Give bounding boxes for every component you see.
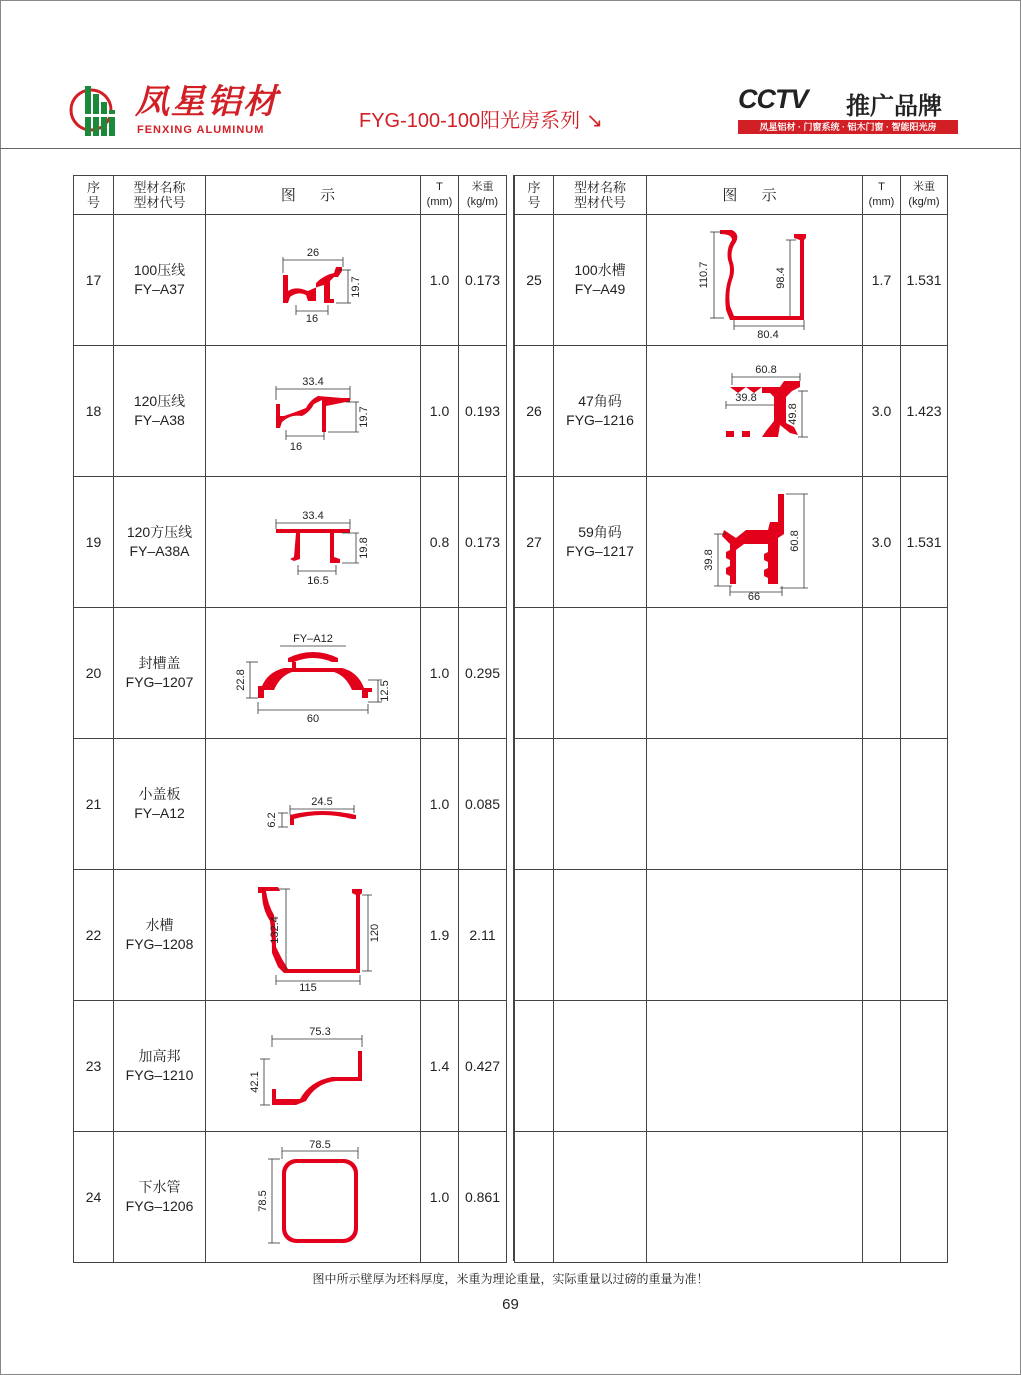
- row-code: FY–A37: [134, 281, 185, 297]
- profile-drawing-fy-a37: [238, 225, 388, 335]
- table-row: [74, 477, 507, 608]
- row-thickness: 1.0: [421, 215, 459, 346]
- empty-cell: [863, 1132, 901, 1263]
- col-seq-label: 序号: [527, 180, 541, 210]
- row-name-cell: [114, 346, 206, 477]
- row-weight: 0.085: [459, 739, 507, 870]
- empty-cell: [901, 870, 948, 1001]
- table-row: [515, 346, 948, 477]
- table-header-row: [74, 176, 507, 215]
- col-weight-header: [459, 176, 507, 215]
- row-name: 100压线: [133, 262, 186, 278]
- table-gutter: [506, 175, 514, 1261]
- empty-cell: [863, 1001, 901, 1132]
- row-name-cell: [554, 346, 647, 477]
- dim-label-part: FY–A12: [293, 633, 333, 645]
- row-name: 水槽: [145, 917, 174, 933]
- profile-drawing-fy-a12: [238, 749, 388, 859]
- profile-drawing-fyg-1207: [218, 618, 408, 728]
- table-row-empty: [515, 870, 948, 1001]
- profile-drawing-fyg-1210: [228, 1011, 398, 1121]
- empty-cell: [554, 1001, 647, 1132]
- footnote: 图中所示壁厚为坯料厚度，米重为理论重量，实际重量以过磅的重量为准！: [312, 1272, 709, 1286]
- dim-height: 78.5: [257, 1190, 269, 1212]
- dim-bottom: 115: [299, 982, 317, 994]
- brand-bar: 凤星铝材 · 门窗系统 · 铝木门窗 · 智能阳光房: [738, 120, 958, 134]
- dim-width: 33.4: [302, 376, 324, 388]
- row-thickness: 0.8: [421, 477, 459, 608]
- arrow-down-right-icon: ↘: [586, 110, 603, 132]
- row-weight: 1.531: [901, 477, 948, 608]
- dim-bottom: 66: [747, 591, 760, 602]
- col-t-label: T: [878, 181, 885, 193]
- profile-table-right: [514, 175, 948, 1263]
- row-thickness: 1.7: [863, 215, 901, 346]
- empty-cell: [554, 1132, 647, 1263]
- dim-height: 19.7: [358, 406, 370, 428]
- col-seq-header: [74, 176, 114, 215]
- company-name-en: FENXING ALUMINUM: [137, 124, 265, 136]
- table-row: [74, 1001, 507, 1132]
- table-row: [515, 215, 948, 346]
- row-no: 19: [74, 477, 114, 608]
- col-t-header: [421, 176, 459, 215]
- profile-drawing-fyg-1217: [670, 482, 840, 602]
- table-header-row: [515, 176, 948, 215]
- series-title-text: FYG-100-100阳光房系列: [359, 110, 581, 132]
- brand-promo-text: 推广品牌: [846, 93, 942, 120]
- row-weight: 0.193: [459, 346, 507, 477]
- row-code: FYG–1217: [566, 543, 634, 559]
- row-no: 24: [74, 1132, 114, 1263]
- row-name: 120方压线: [126, 524, 193, 540]
- table-row: [74, 215, 507, 346]
- profile-drawing-fyg-1216: [670, 351, 840, 471]
- row-code: FY–A38A: [129, 543, 190, 559]
- row-code: FYG–1207: [125, 674, 194, 690]
- row-thickness: 1.0: [421, 739, 459, 870]
- empty-cell: [863, 870, 901, 1001]
- col-code-label: 型材代号: [133, 195, 186, 210]
- row-no: 18: [74, 346, 114, 477]
- col-figure-label: 图 示: [722, 186, 787, 204]
- col-t-label: T: [436, 181, 443, 193]
- empty-cell: [647, 1132, 863, 1263]
- row-code: FY–A12: [134, 805, 185, 821]
- row-code: FYG–1206: [125, 1198, 194, 1214]
- empty-cell: [901, 739, 948, 870]
- page-number: 69: [502, 1296, 519, 1313]
- profile-drawing-cell: [206, 1001, 421, 1132]
- row-no: 20: [74, 608, 114, 739]
- profile-drawing-fyg-1206: [228, 1137, 398, 1257]
- header-divider: [0, 148, 1021, 149]
- row-thickness: 1.9: [421, 870, 459, 1001]
- dim-height: 22.8: [235, 669, 247, 691]
- dim-left-height: 110.7: [697, 261, 710, 289]
- profile-drawing-cell: [206, 1132, 421, 1263]
- dim-height: 19.8: [358, 537, 370, 559]
- dim-left-height: 39.8: [702, 549, 715, 571]
- table-row-empty: [515, 1132, 948, 1263]
- profile-drawing-cell: [206, 215, 421, 346]
- table-row-empty: [515, 1001, 948, 1132]
- row-name: 下水管: [138, 1179, 181, 1195]
- row-weight: 1.423: [901, 346, 948, 477]
- profile-table-left: [73, 175, 507, 1263]
- empty-cell: [554, 608, 647, 739]
- col-figure-label: 图 示: [280, 186, 346, 204]
- col-t-unit: (mm): [426, 196, 453, 208]
- table-row: [515, 477, 948, 608]
- empty-cell: [554, 739, 647, 870]
- profile-drawing-fy-a49: [670, 220, 840, 340]
- row-no: 23: [74, 1001, 114, 1132]
- row-weight: 0.173: [459, 477, 507, 608]
- row-name: 100水槽: [574, 262, 626, 278]
- row-name: 小盖板: [138, 786, 181, 802]
- row-weight: 0.861: [459, 1132, 507, 1263]
- profile-drawing-cell: [206, 608, 421, 739]
- row-code: FYG–1216: [566, 412, 634, 428]
- row-code: FYG–1208: [125, 936, 194, 952]
- row-name-cell: [114, 1001, 206, 1132]
- table-row-empty: [515, 739, 948, 870]
- empty-cell: [901, 608, 948, 739]
- row-thickness: 3.0: [863, 477, 901, 608]
- col-t-unit: (mm): [868, 196, 895, 208]
- row-weight: 0.427: [459, 1001, 507, 1132]
- table-row: [74, 739, 507, 870]
- profile-drawing-cell: [647, 477, 863, 608]
- profile-drawing-cell: [206, 739, 421, 870]
- dim-width: 26: [306, 247, 320, 259]
- row-name-cell: [114, 739, 206, 870]
- col-weight-header: [901, 176, 948, 215]
- col-figure-header: [206, 176, 421, 215]
- profile-drawing-cell: [206, 870, 421, 1001]
- row-name: 封槽盖: [138, 655, 181, 671]
- dim-width: 75.3: [309, 1026, 331, 1038]
- dim-right-height: 120: [369, 923, 381, 943]
- row-weight: 1.531: [901, 215, 948, 346]
- row-thickness: 1.0: [421, 346, 459, 477]
- row-no: 27: [515, 477, 554, 608]
- col-name-header: [554, 176, 647, 215]
- col-weight-label: 米重: [471, 181, 494, 193]
- dim-width: 60.8: [754, 364, 777, 376]
- dim-height: 49.8: [786, 403, 799, 425]
- row-name: 加高邦: [138, 1048, 181, 1064]
- profile-drawing-cell: [647, 215, 863, 346]
- dim-right-height: 98.4: [774, 267, 787, 289]
- empty-cell: [515, 870, 554, 1001]
- cctv-brand-badge: [738, 84, 958, 136]
- row-code: FY–A38: [134, 412, 185, 428]
- empty-cell: [863, 608, 901, 739]
- empty-cell: [554, 870, 647, 1001]
- dim-height: 42.1: [249, 1071, 261, 1093]
- table-row: [74, 346, 507, 477]
- row-no: 17: [74, 215, 114, 346]
- row-thickness: 1.0: [421, 1132, 459, 1263]
- table-row: [74, 608, 507, 739]
- row-no: 21: [74, 739, 114, 870]
- table-row: [74, 870, 507, 1001]
- col-seq-label: 序号: [86, 180, 100, 210]
- dim-inner-width: 39.8: [734, 392, 757, 404]
- col-seq-header: [515, 176, 554, 215]
- dim-bottom: 16: [305, 313, 319, 325]
- empty-cell: [901, 1132, 948, 1263]
- dim-width: 78.5: [309, 1139, 331, 1151]
- dim-height: 19.7: [350, 276, 362, 298]
- empty-cell: [515, 739, 554, 870]
- row-name: 59角码: [578, 524, 622, 540]
- row-no: 26: [515, 346, 554, 477]
- dim-bottom: 16: [289, 441, 303, 453]
- dim-bottom: 16.5: [307, 575, 329, 587]
- row-thickness: 3.0: [863, 346, 901, 477]
- row-name-cell: [554, 215, 647, 346]
- company-logo-mark-icon: [67, 80, 127, 138]
- dim-width: 33.4: [302, 510, 324, 522]
- row-weight: 2.11: [459, 870, 507, 1001]
- row-name-cell: [114, 870, 206, 1001]
- empty-cell: [647, 608, 863, 739]
- row-no: 22: [74, 870, 114, 1001]
- row-name-cell: [554, 477, 647, 608]
- dim-bottom: 60: [306, 713, 320, 725]
- col-name-label: 型材名称: [573, 180, 626, 195]
- row-no: 25: [515, 215, 554, 346]
- profile-drawing-fyg-1208: [228, 875, 398, 995]
- col-t-header: [863, 176, 901, 215]
- empty-cell: [647, 739, 863, 870]
- table-row-empty: [515, 608, 948, 739]
- cctv-logo: CCTV: [738, 84, 808, 114]
- row-name-cell: [114, 477, 206, 608]
- dim-bottom: 80.4: [756, 329, 779, 340]
- empty-cell: [647, 870, 863, 1001]
- profile-drawing-fy-a38: [238, 356, 388, 466]
- row-name-cell: [114, 608, 206, 739]
- profile-drawing-cell: [206, 346, 421, 477]
- empty-cell: [515, 1001, 554, 1132]
- series-title: [359, 104, 603, 133]
- row-thickness: 1.0: [421, 608, 459, 739]
- empty-cell: [515, 608, 554, 739]
- col-figure-header: [647, 176, 863, 215]
- row-name: 120压线: [133, 393, 186, 409]
- col-weight-unit: (kg/m): [466, 196, 499, 208]
- row-code: FYG–1210: [125, 1067, 194, 1083]
- dim-side: 12.5: [379, 680, 391, 702]
- profile-drawing-fy-a38a: [238, 487, 388, 597]
- profile-drawing-cell: [647, 346, 863, 477]
- col-weight-label: 米重: [913, 181, 935, 193]
- table-row: [74, 1132, 507, 1263]
- row-name: 47角码: [578, 393, 622, 409]
- dim-left-height: 132.4: [269, 916, 281, 944]
- row-code: FY–A49: [574, 281, 626, 297]
- col-name-label: 型材名称: [133, 180, 186, 195]
- empty-cell: [515, 1132, 554, 1263]
- empty-cell: [863, 739, 901, 870]
- row-weight: 0.295: [459, 608, 507, 739]
- dim-height: 6.2: [266, 812, 278, 828]
- empty-cell: [647, 1001, 863, 1132]
- empty-cell: [901, 1001, 948, 1132]
- col-name-header: [114, 176, 206, 215]
- col-code-label: 型材代号: [573, 195, 626, 210]
- company-name-cn: 凤星铝材: [135, 82, 279, 122]
- row-name-cell: [114, 1132, 206, 1263]
- row-weight: 0.173: [459, 215, 507, 346]
- dim-width: 24.5: [311, 796, 333, 808]
- row-name-cell: [114, 215, 206, 346]
- dim-right-height: 60.8: [788, 530, 801, 552]
- row-thickness: 1.4: [421, 1001, 459, 1132]
- profile-drawing-cell: [206, 477, 421, 608]
- company-logo: [67, 78, 287, 140]
- col-weight-unit: (kg/m): [908, 196, 940, 208]
